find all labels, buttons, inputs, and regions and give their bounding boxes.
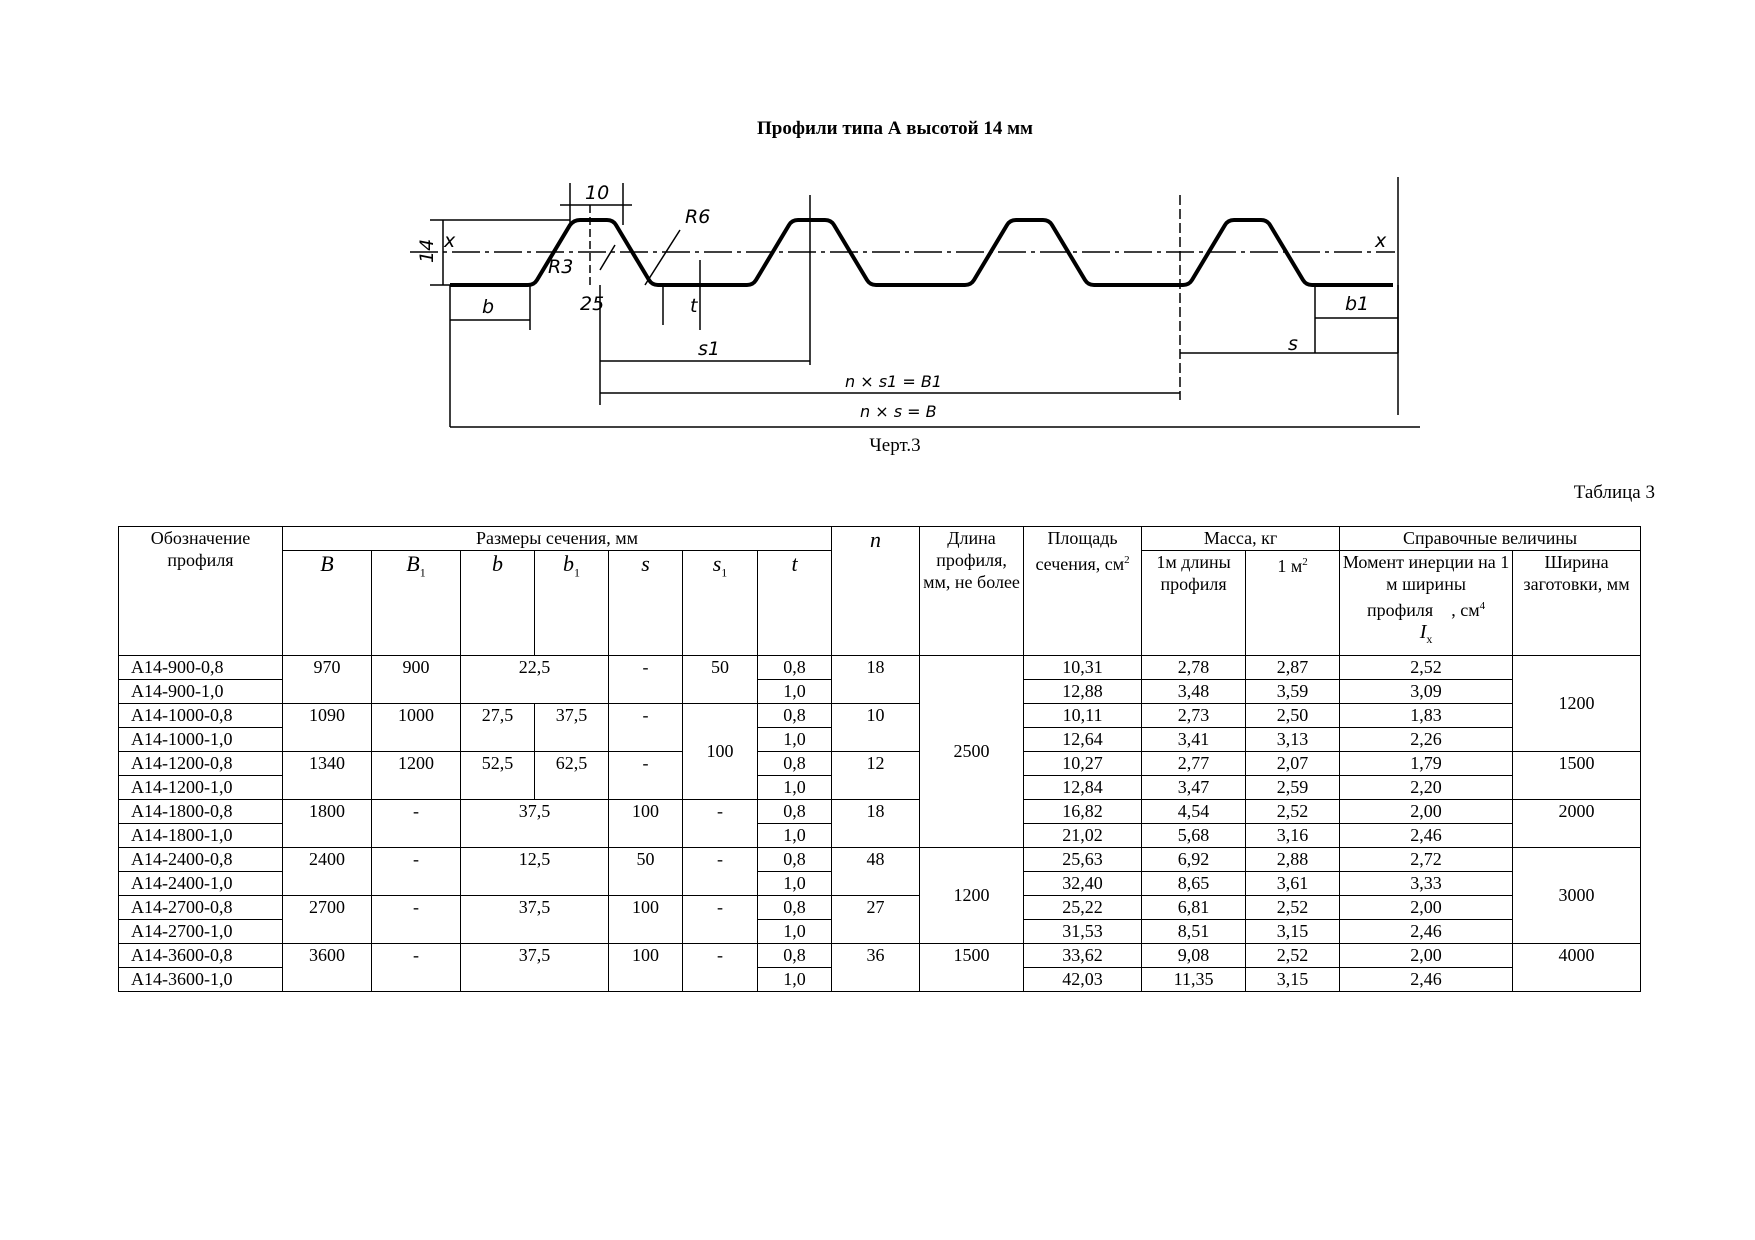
header-ref: Справочные величины [1340, 527, 1641, 551]
header-row-group [119, 527, 1641, 551]
dim-n-s1-b1: n × s1 = B1 [845, 372, 942, 391]
dim-s1: s1 [698, 338, 720, 360]
table-row: А14-3600-0,8 3600 - 37,5 100 - 0,8 36 1500 33,62 9,08 2,52 2,00 4000 [119, 944, 1641, 968]
profile-drawing [380, 165, 1420, 435]
page-title: Профили типа А высотой 14 мм [757, 118, 1033, 139]
table-row: А14-1800-1,0 1,0 21,02 5,68 3,16 2,46 [119, 824, 1641, 848]
table-row: А14-2400-1,0 1,0 32,40 8,65 3,61 3,33 [119, 872, 1641, 896]
dim-10: 10 [585, 182, 610, 204]
table-row: А14-2700-0,8 2700 - 37,5 100 - 0,8 27 25,22 6,81 2,52 2,00 [119, 896, 1641, 920]
header-t: t [758, 551, 832, 656]
length-group: 1200 [920, 848, 1024, 944]
width-group: 3000 [1513, 848, 1641, 944]
header-b: b [461, 551, 535, 656]
table-row: А14-1800-0,8 1800 - 37,5 100 - 0,8 18 16,82 4,54 2,52 2,00 2000 [119, 800, 1641, 824]
header-dims: Размеры сечения, мм [283, 527, 832, 551]
header-b1: $b_1$ [535, 551, 609, 656]
header-B: B [283, 551, 372, 656]
table-row: А14-900-0,8 970 900 22,5 - 50 0,8 18 2500 10,31 2,78 2,87 2,52 1200 [119, 656, 1641, 680]
dim-n-s-b: n × s = B [860, 402, 937, 421]
table-row: А14-1200-1,0 1,0 12,84 3,47 2,59 2,20 [119, 776, 1641, 800]
header-mass-1m2: 1 $м^2$ [1246, 551, 1340, 656]
header-B1: $B_1$ [372, 551, 461, 656]
table-row: А14-1000-1,0 1,0 12,64 3,41 3,13 2,26 [119, 728, 1641, 752]
header-area: Площадь сечения, $см^2$ [1024, 527, 1142, 656]
width-group: 1200 [1513, 656, 1641, 752]
dim-b1: b1 [1345, 293, 1370, 315]
dim-25: 25 [580, 293, 605, 315]
dim-b: b [482, 296, 495, 318]
header-inertia: Момент инерции на 1 м ширины профиля , $см^4$ $I_x$ [1340, 551, 1513, 656]
axis-label-right: x [1375, 230, 1387, 252]
table-row: А14-3600-1,0 1,0 42,03 11,35 3,15 2,46 [119, 968, 1641, 992]
table-row: А14-1000-0,8 1090 1000 27,5 37,5 - 100 0,8 10 10,11 2,73 2,50 1,83 [119, 704, 1641, 728]
header-n: n [832, 527, 920, 656]
table-label: Таблица 3 [1573, 482, 1655, 503]
length-group: 2500 [920, 656, 1024, 848]
table-row: А14-1200-0,8 1340 1200 52,5 62,5 - 0,8 12 10,27 2,77 2,07 1,79 1500 [119, 752, 1641, 776]
header-designation: Обозначение профиля [119, 527, 283, 656]
header-s1: $s_1$ [683, 551, 758, 656]
header-mass-1m: 1м длины профиля [1142, 551, 1246, 656]
dim-t: t [690, 295, 698, 317]
header-mass: Масса, кг [1142, 527, 1340, 551]
length-group: 1500 [920, 944, 1024, 968]
axis-label-left: x [444, 230, 456, 252]
table-row: А14-2700-1,0 1,0 31,53 8,51 3,15 2,46 [119, 920, 1641, 944]
header-s: s [609, 551, 683, 656]
width-group: 2000 [1513, 800, 1641, 824]
table-row: А14-900-1,0 1,0 12,88 3,48 3,59 3,09 [119, 680, 1641, 704]
width-group: 4000 [1513, 944, 1641, 968]
profile-table [118, 526, 1641, 992]
figure-caption: Черт.3 [869, 435, 921, 456]
dim-14: 14 [416, 238, 438, 263]
header-blank-width: Ширина заготовки, мм [1513, 551, 1641, 656]
inertia-symbol: $I_x$ [1419, 621, 1433, 646]
table-row: А14-2400-0,8 2400 - 12,5 50 - 0,8 48 1200 25,63 6,92 2,88 2,72 3000 [119, 848, 1641, 872]
dim-r6: R6 [685, 206, 711, 228]
dim-s: s [1288, 333, 1298, 355]
dim-r3: R3 [548, 256, 574, 278]
width-group: 1500 [1513, 752, 1641, 776]
header-length: Длина профиля, мм, не более [920, 527, 1024, 656]
